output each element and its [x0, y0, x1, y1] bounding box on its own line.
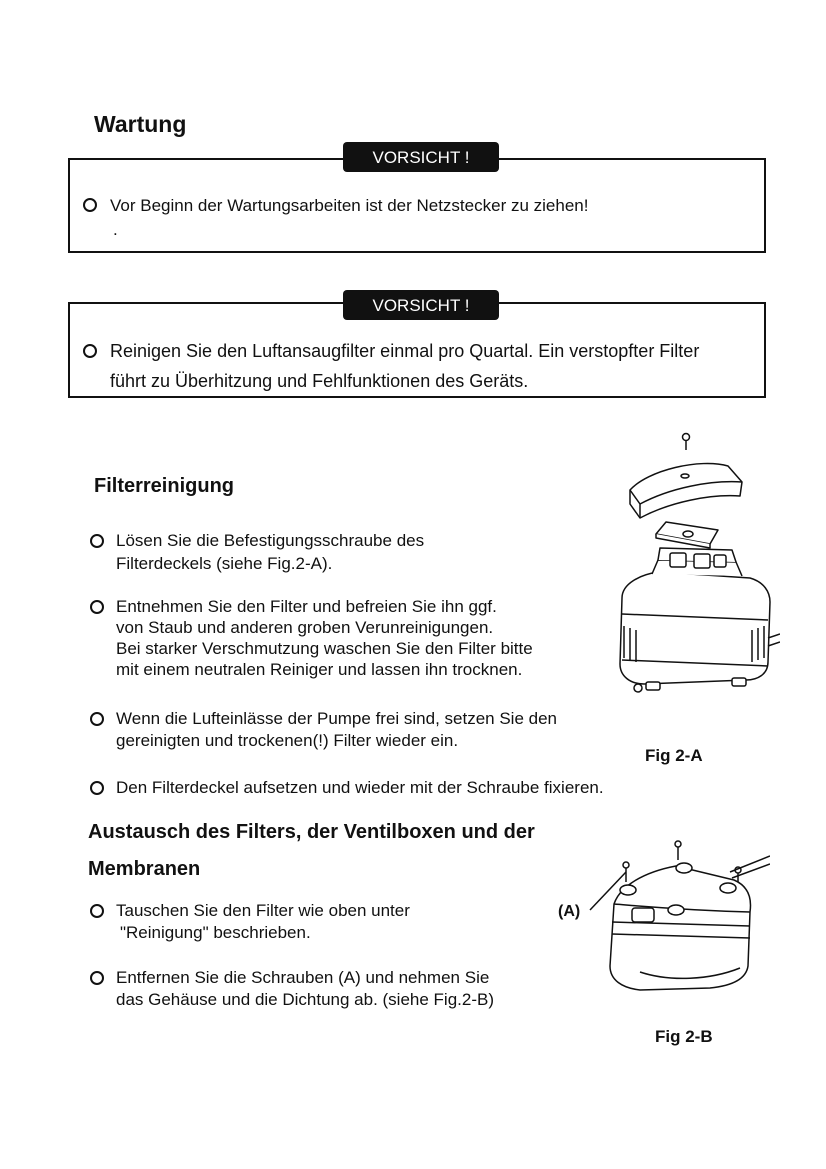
- filter-step-3-line-2: gereinigten und trockenen(!) Filter wieder ein.: [116, 731, 459, 750]
- bullet-icon: [90, 971, 104, 985]
- replace-step-2-line-1: Entfernen Sie die Schrauben (A) und nehmen Sie: [116, 968, 490, 987]
- screw-icon: [675, 841, 681, 860]
- filter-cleaning-heading: Filterreinigung: [94, 475, 234, 497]
- replace-step-1-line-1: Tauschen Sie den Filter wie oben unter: [116, 901, 410, 920]
- filter-step-2-line-1: Entnehmen Sie den Filter und befreien Sie ihn ggf.: [116, 597, 497, 616]
- bullet-icon: [90, 904, 104, 918]
- caution-label-1: VORSICHT !: [343, 142, 499, 172]
- figure-2b-pump-diagram: [580, 838, 770, 998]
- filter-pad-icon: [656, 522, 718, 548]
- figure-caption-2a: Fig 2-A: [645, 746, 703, 765]
- filter-step-3-line-1: Wenn die Lufteinlässe der Pumpe frei sind, setzen Sie den: [116, 709, 558, 728]
- bullet-icon: [83, 198, 97, 212]
- figure-label-a: (A): [558, 903, 581, 920]
- filter-step-2-line-4: mit einem neutralen Reiniger und lassen ihn trocknen.: [116, 660, 523, 679]
- replacement-heading-line-1: Austausch des Filters, der Ventilboxen und der: [88, 821, 535, 843]
- pump-body-icon: [610, 856, 770, 990]
- caution-2-line-2: führt zu Überhitzung und Fehlfunktionen des Geräts.: [110, 371, 529, 391]
- filter-step-1-line-2: Filterdeckels (siehe Fig.2-A).: [116, 554, 333, 573]
- filter-cover-icon: [630, 463, 742, 518]
- caution-2-line-1: Reinigen Sie den Luftansaugfilter einmal pro Quartal. Ein verstopfter Filter: [110, 341, 700, 361]
- bullet-icon: [90, 781, 104, 795]
- figure-caption-2b: Fig 2-B: [655, 1027, 713, 1046]
- replace-step-2-line-2: das Gehäuse und die Dichtung ab. (siehe Fig.2-B): [116, 990, 495, 1009]
- bullet-icon: [90, 600, 104, 614]
- page-title: Wartung: [94, 111, 187, 137]
- screw-icon: [623, 862, 629, 882]
- filter-step-2-line-3: Bei starker Verschmutzung waschen Sie den Filter bitte: [116, 639, 533, 658]
- filter-step-4-line-1: Den Filterdeckel aufsetzen und wieder mit der Schraube fixieren.: [116, 778, 604, 797]
- bullet-icon: [83, 344, 97, 358]
- bullet-icon: [90, 534, 104, 548]
- screw-icon: [683, 434, 690, 451]
- figure-2a-pump-diagram: [600, 430, 780, 720]
- filter-step-2-line-2: von Staub und anderen groben Verunreinigungen.: [116, 618, 494, 637]
- caution-1-text: Vor Beginn der Wartungsarbeiten ist der Netzstecker zu ziehen!: [110, 196, 589, 215]
- replace-step-1-line-2: "Reinigung" beschrieben.: [120, 923, 311, 942]
- caution-1-dot: .: [113, 220, 118, 239]
- caution-label-2: VORSICHT !: [343, 290, 499, 320]
- pump-body-icon: [620, 548, 780, 692]
- filter-step-1-line-1: Lösen Sie die Befestigungsschraube des: [116, 531, 425, 550]
- bullet-icon: [90, 712, 104, 726]
- replacement-heading-line-2: Membranen: [88, 858, 201, 880]
